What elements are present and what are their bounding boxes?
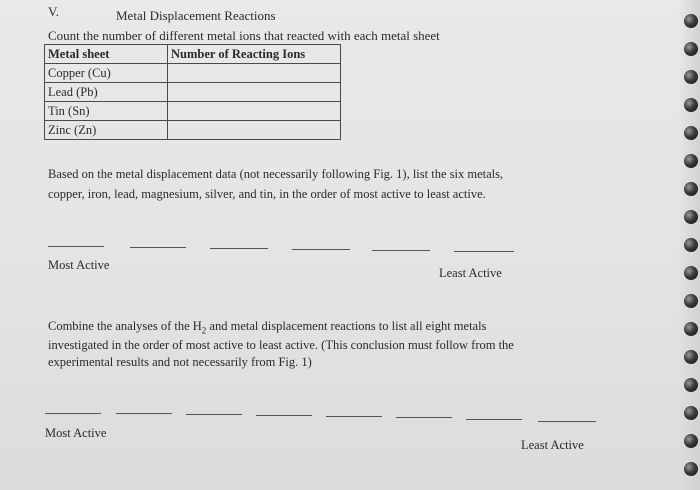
metal-cell: Zinc (Zn) <box>45 121 168 140</box>
binding-coil-icon <box>684 210 698 224</box>
binding-coil-icon <box>684 266 698 280</box>
answer-blank[interactable] <box>256 415 312 416</box>
binding-coil-icon <box>684 182 698 196</box>
table-row <box>45 83 341 102</box>
answer-blank[interactable] <box>292 249 350 250</box>
metal-cell: Tin (Sn) <box>45 102 168 121</box>
header-reacting-ions: Number of Reacting Ions <box>168 45 341 64</box>
count-cell[interactable] <box>168 64 341 83</box>
answer-blank[interactable] <box>210 248 268 249</box>
least-active-label: Least Active <box>439 266 502 280</box>
binding-coil-icon <box>684 322 698 336</box>
binding-coil-icon <box>684 294 698 308</box>
least-active-label: Least Active <box>521 438 584 452</box>
answer-blank[interactable] <box>372 250 430 251</box>
question2-line3: experimental results and not necessarily from Fig. 1) <box>48 355 312 369</box>
instruction-text: Count the number of different metal ions that reacted with each metal sheet <box>48 28 440 43</box>
answer-blank[interactable] <box>538 421 596 422</box>
answer-blank[interactable] <box>116 413 172 414</box>
binding-coil-icon <box>684 70 698 84</box>
question1-line2: copper, iron, lead, magnesium, silver, and tin, in the order of most active to least active. <box>48 187 486 201</box>
binding-coil-icon <box>684 126 698 140</box>
metal-cell: Copper (Cu) <box>45 64 168 83</box>
answer-blank[interactable] <box>186 414 242 415</box>
binding-coil-icon <box>684 406 698 420</box>
binding-coil-icon <box>684 42 698 56</box>
question1-line1: Based on the metal displacement data (not necessarily following Fig. 1), list the six metals, <box>48 167 504 181</box>
count-cell[interactable] <box>168 121 341 140</box>
binding-coil-icon <box>684 462 698 476</box>
count-cell[interactable] <box>168 102 341 121</box>
table-header-row <box>45 45 341 64</box>
binding-coil-icon <box>684 378 698 392</box>
binding-coil-icon <box>684 350 698 364</box>
section-number: V. <box>48 4 59 19</box>
binding-coil-icon <box>684 434 698 448</box>
answer-blank[interactable] <box>130 247 186 248</box>
binding-coil-icon <box>684 14 698 28</box>
answer-blank[interactable] <box>454 251 514 252</box>
table-row <box>45 121 341 140</box>
binding-coil-icon <box>684 98 698 112</box>
most-active-label: Most Active <box>45 426 107 440</box>
answer-blank[interactable] <box>396 417 452 418</box>
answer-blank[interactable] <box>48 246 104 247</box>
header-metal-sheet: Metal sheet <box>45 45 168 64</box>
answer-blank[interactable] <box>326 416 382 417</box>
answer-blank[interactable] <box>466 419 522 420</box>
table-row <box>45 102 341 121</box>
count-cell[interactable] <box>168 83 341 102</box>
question2-line1: Combine the analyses of the $H_2$ and metal displacement reactions to list all eight metals <box>48 319 487 336</box>
most-active-label: Most Active <box>48 258 110 272</box>
section-title: Metal Displacement Reactions <box>116 8 276 23</box>
binding-coil-icon <box>684 238 698 252</box>
table-row <box>45 64 341 83</box>
answer-blank[interactable] <box>45 413 101 414</box>
spiral-binding <box>678 0 700 490</box>
metal-cell: Lead (Pb) <box>45 83 168 102</box>
reacting-ions-table <box>44 44 341 140</box>
question2-line2: investigated in the order of most active to least active. (This conclusion must follow from the <box>48 338 514 352</box>
binding-coil-icon <box>684 154 698 168</box>
